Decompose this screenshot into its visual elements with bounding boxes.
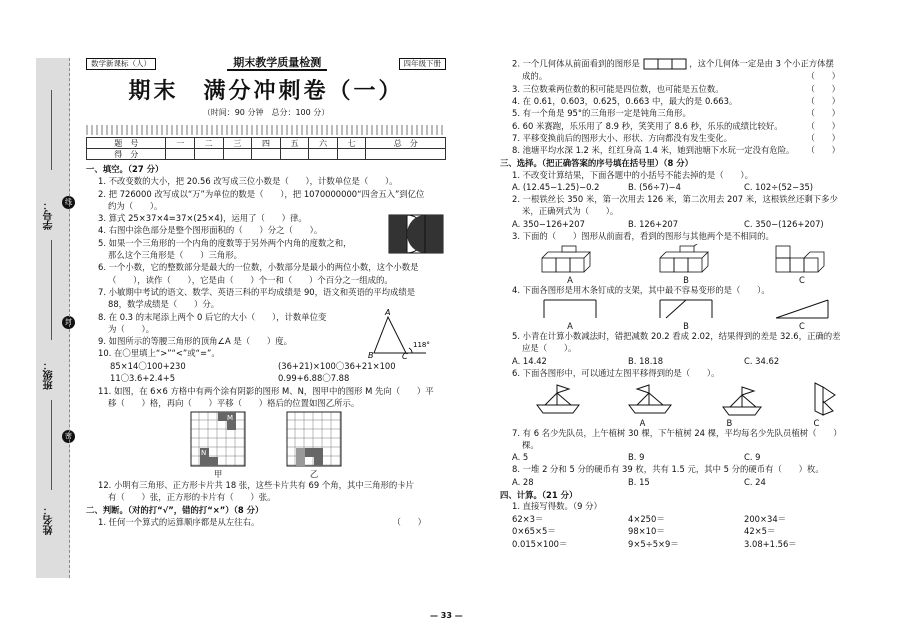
score-table xyxy=(86,137,446,160)
score-head: 四 xyxy=(252,138,281,149)
page-subtitle: （时间：90 分钟 总分：100 分） xyxy=(202,107,330,117)
grid-figure-yi xyxy=(286,411,342,480)
calc-item[interactable]: 200×34＝ xyxy=(744,513,787,524)
question-cont: 那么这个三角形是（ ）三角形。 xyxy=(108,250,242,261)
compare-item: 11〇3.6+2.4+5 xyxy=(110,373,176,384)
page-title: 期末 满分冲刺卷（一） xyxy=(128,78,404,104)
boat-figures xyxy=(500,381,860,417)
cube-figure-b[interactable] xyxy=(656,244,716,274)
question: 3. 三位数乘两位数的积可能是四位数，也可能是五位数。 （ ） xyxy=(512,83,840,94)
right-column xyxy=(500,58,860,578)
score-head: 题 号 xyxy=(87,138,166,149)
options-row xyxy=(500,183,860,193)
question: 7. 有 6 名少先队员，上午植树 30 棵，下午植树 24 棵，平均每名少先队员植树（ ） xyxy=(512,427,842,438)
score-head: 一 xyxy=(166,138,195,149)
grid-label-n: N xyxy=(201,449,207,458)
question: 1. 不改变计算结果，下面各题中的小括号不能去掉的是（ ）。 xyxy=(512,169,753,180)
score-cell[interactable] xyxy=(309,149,338,160)
question-cont: 应是（ ）。 xyxy=(522,343,577,354)
question-cont: 成的。 （ ） xyxy=(522,71,840,82)
question: 5. 小青在计算小数减法时，错把减数 20.2 看成 2.02，结果得到的差是 32.6，正确的差 xyxy=(512,331,841,342)
section-heading: 一、填空。（27 分） xyxy=(86,164,164,175)
frame-figures xyxy=(500,298,860,320)
score-cell[interactable] xyxy=(366,149,446,160)
question: 12. 小明有三角形、正方形卡片共 18 张，这些卡片共有 69 个角，其中三角形的卡片 xyxy=(98,479,414,490)
options-row xyxy=(500,357,860,367)
seal-dot-feng: 封 xyxy=(62,316,75,329)
question: 4. 在 0.61，0.603，0.625，0.663 中，最大的是 0.663。 （ ） xyxy=(512,95,840,106)
xuehao-label: 学号： xyxy=(44,200,55,230)
grid-figure-jia xyxy=(190,411,246,480)
answer-paren[interactable]: （ ） xyxy=(392,517,426,528)
three-squares-figure xyxy=(643,58,687,70)
grade-tag: 四年级下册 xyxy=(399,58,447,71)
option[interactable]: B. 9 xyxy=(628,452,645,463)
option[interactable]: A. 28 xyxy=(512,476,534,487)
boat-figure-original xyxy=(533,381,583,417)
triangle-label-b: B xyxy=(368,350,374,359)
calc-item[interactable]: 98×10＝ xyxy=(628,526,665,537)
calc-item[interactable]: 0×65×5＝ xyxy=(512,526,556,537)
compare-item: 0.99+6.88〇7.88 xyxy=(278,373,350,384)
figure-label: C xyxy=(813,417,820,428)
question: 6. 下面各图形中，可以通过左图平移得到的是（ ）。 xyxy=(512,367,720,378)
calc-item[interactable]: 42×5＝ xyxy=(744,526,776,537)
score-row-label: 得 分 xyxy=(87,149,166,160)
option[interactable]: A. 350−126+207 xyxy=(512,218,585,229)
option[interactable]: A. 14.42 xyxy=(512,355,547,366)
figure-label: C xyxy=(799,321,805,332)
question: 5. 有一个角是 95°的三角形一定是钝角三角形。 （ ） xyxy=(512,108,840,119)
banji-label: 班级： xyxy=(44,360,55,390)
question: 8. 池塘平均水深 1.2 米，红红身高 1.4 米，她到池塘下水玩一定没有危险。 （ ） xyxy=(512,145,840,156)
question: 6. 60 米赛跑，乐乐用了 8.9 秒，笑笑用了 8.6 秒，乐乐的成绩比较好。 （ ） xyxy=(512,120,840,131)
figure-label: A xyxy=(639,417,646,428)
header-banner xyxy=(86,56,446,72)
question: 10. 在〇里填上“>”“<”或“=”。 xyxy=(98,348,220,359)
question: 1. 直接写得数。（9 分） xyxy=(512,501,602,512)
question: 9. 如图所示的等腰三角形的顶角∠A 是（ ）度。 xyxy=(98,336,293,347)
grid-jia xyxy=(190,411,246,467)
answer-paren[interactable]: （ ） xyxy=(806,108,840,119)
question: 3. 下面的（ ）图形从前面看，看到的图形与其他两个是不相同的。 xyxy=(512,230,774,241)
cube-figure-a[interactable] xyxy=(540,244,600,274)
question: 7. 小敏期中考试的语文、数学、英语三科的平均成绩是 90，语文和英语的平均成绩是 xyxy=(98,286,416,297)
decorative-stripe xyxy=(86,125,446,135)
section-heading: 四、计算。（21 分） xyxy=(500,489,578,500)
question: 3. 算式 25×37×4=37×(25×4)，运用了（ ）律。 xyxy=(98,213,307,224)
question-cont: 88，数学成绩是（ ）分。 xyxy=(108,299,220,310)
boat-figure-b[interactable] xyxy=(717,381,767,417)
score-head: 六 xyxy=(309,138,338,149)
score-cell[interactable] xyxy=(223,149,252,160)
figure-label: C xyxy=(799,274,805,285)
option[interactable]: B. 15 xyxy=(628,476,650,487)
score-head: 三 xyxy=(223,138,252,149)
options-row xyxy=(500,478,860,488)
figure-label: A xyxy=(567,321,573,332)
compare-item: 85×14〇100+230 xyxy=(110,360,186,371)
answer-paren[interactable]: （ ） xyxy=(806,71,840,82)
edition-tag: 数学新课标（人） xyxy=(86,58,156,71)
option[interactable]: B. (56÷7)−4 xyxy=(628,182,681,193)
compare-row xyxy=(86,362,446,372)
figure-label: B xyxy=(683,321,689,332)
options-row xyxy=(500,453,860,463)
frame-figure-b[interactable] xyxy=(656,298,716,320)
calc-row xyxy=(500,515,860,525)
figure-label: B xyxy=(683,274,689,285)
question-cont: （ ），读作（ ），它是由（ ）个一和（ ）个百分之一组成的。 xyxy=(108,274,393,285)
option[interactable]: A. 5 xyxy=(512,452,529,463)
answer-paren[interactable]: （ ） xyxy=(806,83,840,94)
question: 4. 右图中涂色部分是整个图形面积的（ ）分之（ ）。 xyxy=(98,225,323,236)
question-cont: 米，正确列式为（ ）。 xyxy=(522,206,619,217)
exam-banner: 期末教学质量检测 xyxy=(227,57,327,72)
banji-line xyxy=(51,240,52,340)
calc-row xyxy=(500,527,860,537)
xingming-line xyxy=(51,400,52,490)
section-heading: 三、选择。（把正确答案的序号填在括号里）（8 分） xyxy=(500,158,693,169)
shaded-shape-figure xyxy=(388,214,444,254)
score-cell[interactable] xyxy=(166,149,195,160)
question: 5. 如果一个三角形的一个内角的度数等于另外两个内角的度数之和， xyxy=(98,237,352,248)
question-cont: 约为（ ）。 xyxy=(108,200,163,211)
option[interactable]: C. 24 xyxy=(744,476,766,487)
cube-figures xyxy=(500,244,860,274)
calc-item[interactable]: 4×250＝ xyxy=(628,513,665,524)
question-cont: 有（ ）张，正方形的卡片有（ ）张。 xyxy=(108,492,276,503)
question: 11. 如图，在 6×6 方格中有两个涂有阴影的图形 M、N，图甲中的图形 M 先向（ ）平 xyxy=(98,385,434,396)
calc-item[interactable]: 0.015×100＝ xyxy=(512,538,568,549)
grid-yi xyxy=(286,411,342,467)
answer-paren[interactable]: （ ） xyxy=(806,145,840,156)
xingming-label: 姓名： xyxy=(44,505,55,535)
isosceles-triangle-figure xyxy=(366,307,438,359)
option[interactable]: C. 350−(126+207) xyxy=(744,218,824,229)
question-cont: 移（ ）格，再向（ ）平移（ ）格后的位置如图乙所示。 xyxy=(108,397,360,408)
seal-dot-xian: 线 xyxy=(62,196,75,209)
question: 1. 不改变数的大小，把 20.56 改写成三位小数是（ ），计数单位是（ ）。 xyxy=(98,176,398,187)
calc-item[interactable]: 3.08+1.56＝ xyxy=(744,538,797,549)
compare-row xyxy=(86,374,446,384)
frame-figure-a[interactable] xyxy=(540,298,600,320)
option[interactable]: C. 34.62 xyxy=(744,355,780,366)
answer-paren[interactable]: （ ） xyxy=(806,95,840,106)
grid-figures xyxy=(86,411,446,480)
score-head: 总 分 xyxy=(366,138,446,149)
grid-caption-jia: 甲 xyxy=(213,469,223,480)
question: 8. 一堆 2 分和 5 分的硬币有 39 枚，共有 1.5 元，其中 5 分的硬币有（ ）枚。 xyxy=(512,464,824,475)
cube-figure-c[interactable] xyxy=(772,244,832,274)
question: 2. 一根铁丝长 350 米，第一次用去 126 米，第二次用去 207 米，这根铁丝还剩下多少 xyxy=(512,194,838,205)
boat-figure-c[interactable] xyxy=(809,381,839,417)
seal-dot-mi: 密 xyxy=(62,430,75,443)
calc-item[interactable]: 9×5÷5×9＝ xyxy=(628,538,679,549)
options-row xyxy=(500,220,860,230)
score-head: 五 xyxy=(280,138,309,149)
cut-line xyxy=(69,58,70,578)
question: 2. 一个几何体从前面看到的图形是 ，这个几何体一定是由 3 个小正方体摆 xyxy=(512,58,834,69)
triangle-angle-label: 118° xyxy=(413,340,430,349)
question: 4. 下面各图形是用木条钉成的支架，其中最不容易变形的是（ ）。 xyxy=(512,284,770,295)
calc-item[interactable]: 62×3＝ xyxy=(512,513,544,524)
question: 2. 把 726000 改写成以“万”为单位的数是（ ），把 1070000000“四舍五入”到亿位 xyxy=(98,188,425,199)
triangle-label-c: C xyxy=(402,351,408,359)
question: 8. 在 0.3 的末尾添上两个 0 后它的大小（ ），计数单位变 xyxy=(98,311,327,322)
answer-paren[interactable]: （ ） xyxy=(806,132,840,143)
grid-label-m: M xyxy=(227,414,234,423)
page-number: — 33 — xyxy=(430,611,463,620)
score-head: 二 xyxy=(195,138,224,149)
q3-q5-block xyxy=(86,214,446,261)
question-cont: 棵。 xyxy=(522,440,539,451)
score-head: 七 xyxy=(337,138,366,149)
option[interactable]: B. 18.18 xyxy=(628,355,664,366)
option[interactable]: A. (12.45−1.25)−0.2 xyxy=(512,182,600,193)
question: 1. 任何一个算式的运算顺序都是从左往右。 （ ） xyxy=(98,517,426,528)
score-cell[interactable] xyxy=(195,149,224,160)
figure-label: B xyxy=(726,417,733,428)
compare-item: (36+21)×100〇36+21×100 xyxy=(278,360,396,371)
question: 6. 一个小数，它的整数部分是最大的一位数，小数部分是最小的两位小数，这个小数是 xyxy=(98,262,419,273)
answer-paren[interactable]: （ ） xyxy=(806,120,840,131)
grid-caption-yi: 乙 xyxy=(309,469,319,480)
figure-label: A xyxy=(567,274,573,285)
question: 7. 平移变换前后的图形大小、形状、方向都没有发生变化。 （ ） xyxy=(512,132,840,143)
option[interactable]: B. 126+207 xyxy=(628,218,679,229)
score-cell[interactable] xyxy=(252,149,281,160)
section-heading: 二、判断。（对的打“√”，错的打“×”）（8 分） xyxy=(86,505,264,516)
score-cell[interactable] xyxy=(337,149,366,160)
calc-row xyxy=(500,540,860,550)
option[interactable]: C. 9 xyxy=(744,452,761,463)
boat-figure-a[interactable] xyxy=(625,381,675,417)
score-cell[interactable] xyxy=(280,149,309,160)
option[interactable]: C. 102÷(52−35) xyxy=(744,182,814,193)
left-column xyxy=(86,56,446,576)
xuehao-line xyxy=(51,90,52,170)
triangle-label-a: A xyxy=(385,307,391,317)
question-cont: 为（ ）。 xyxy=(108,323,155,334)
frame-figure-c[interactable] xyxy=(772,298,832,320)
